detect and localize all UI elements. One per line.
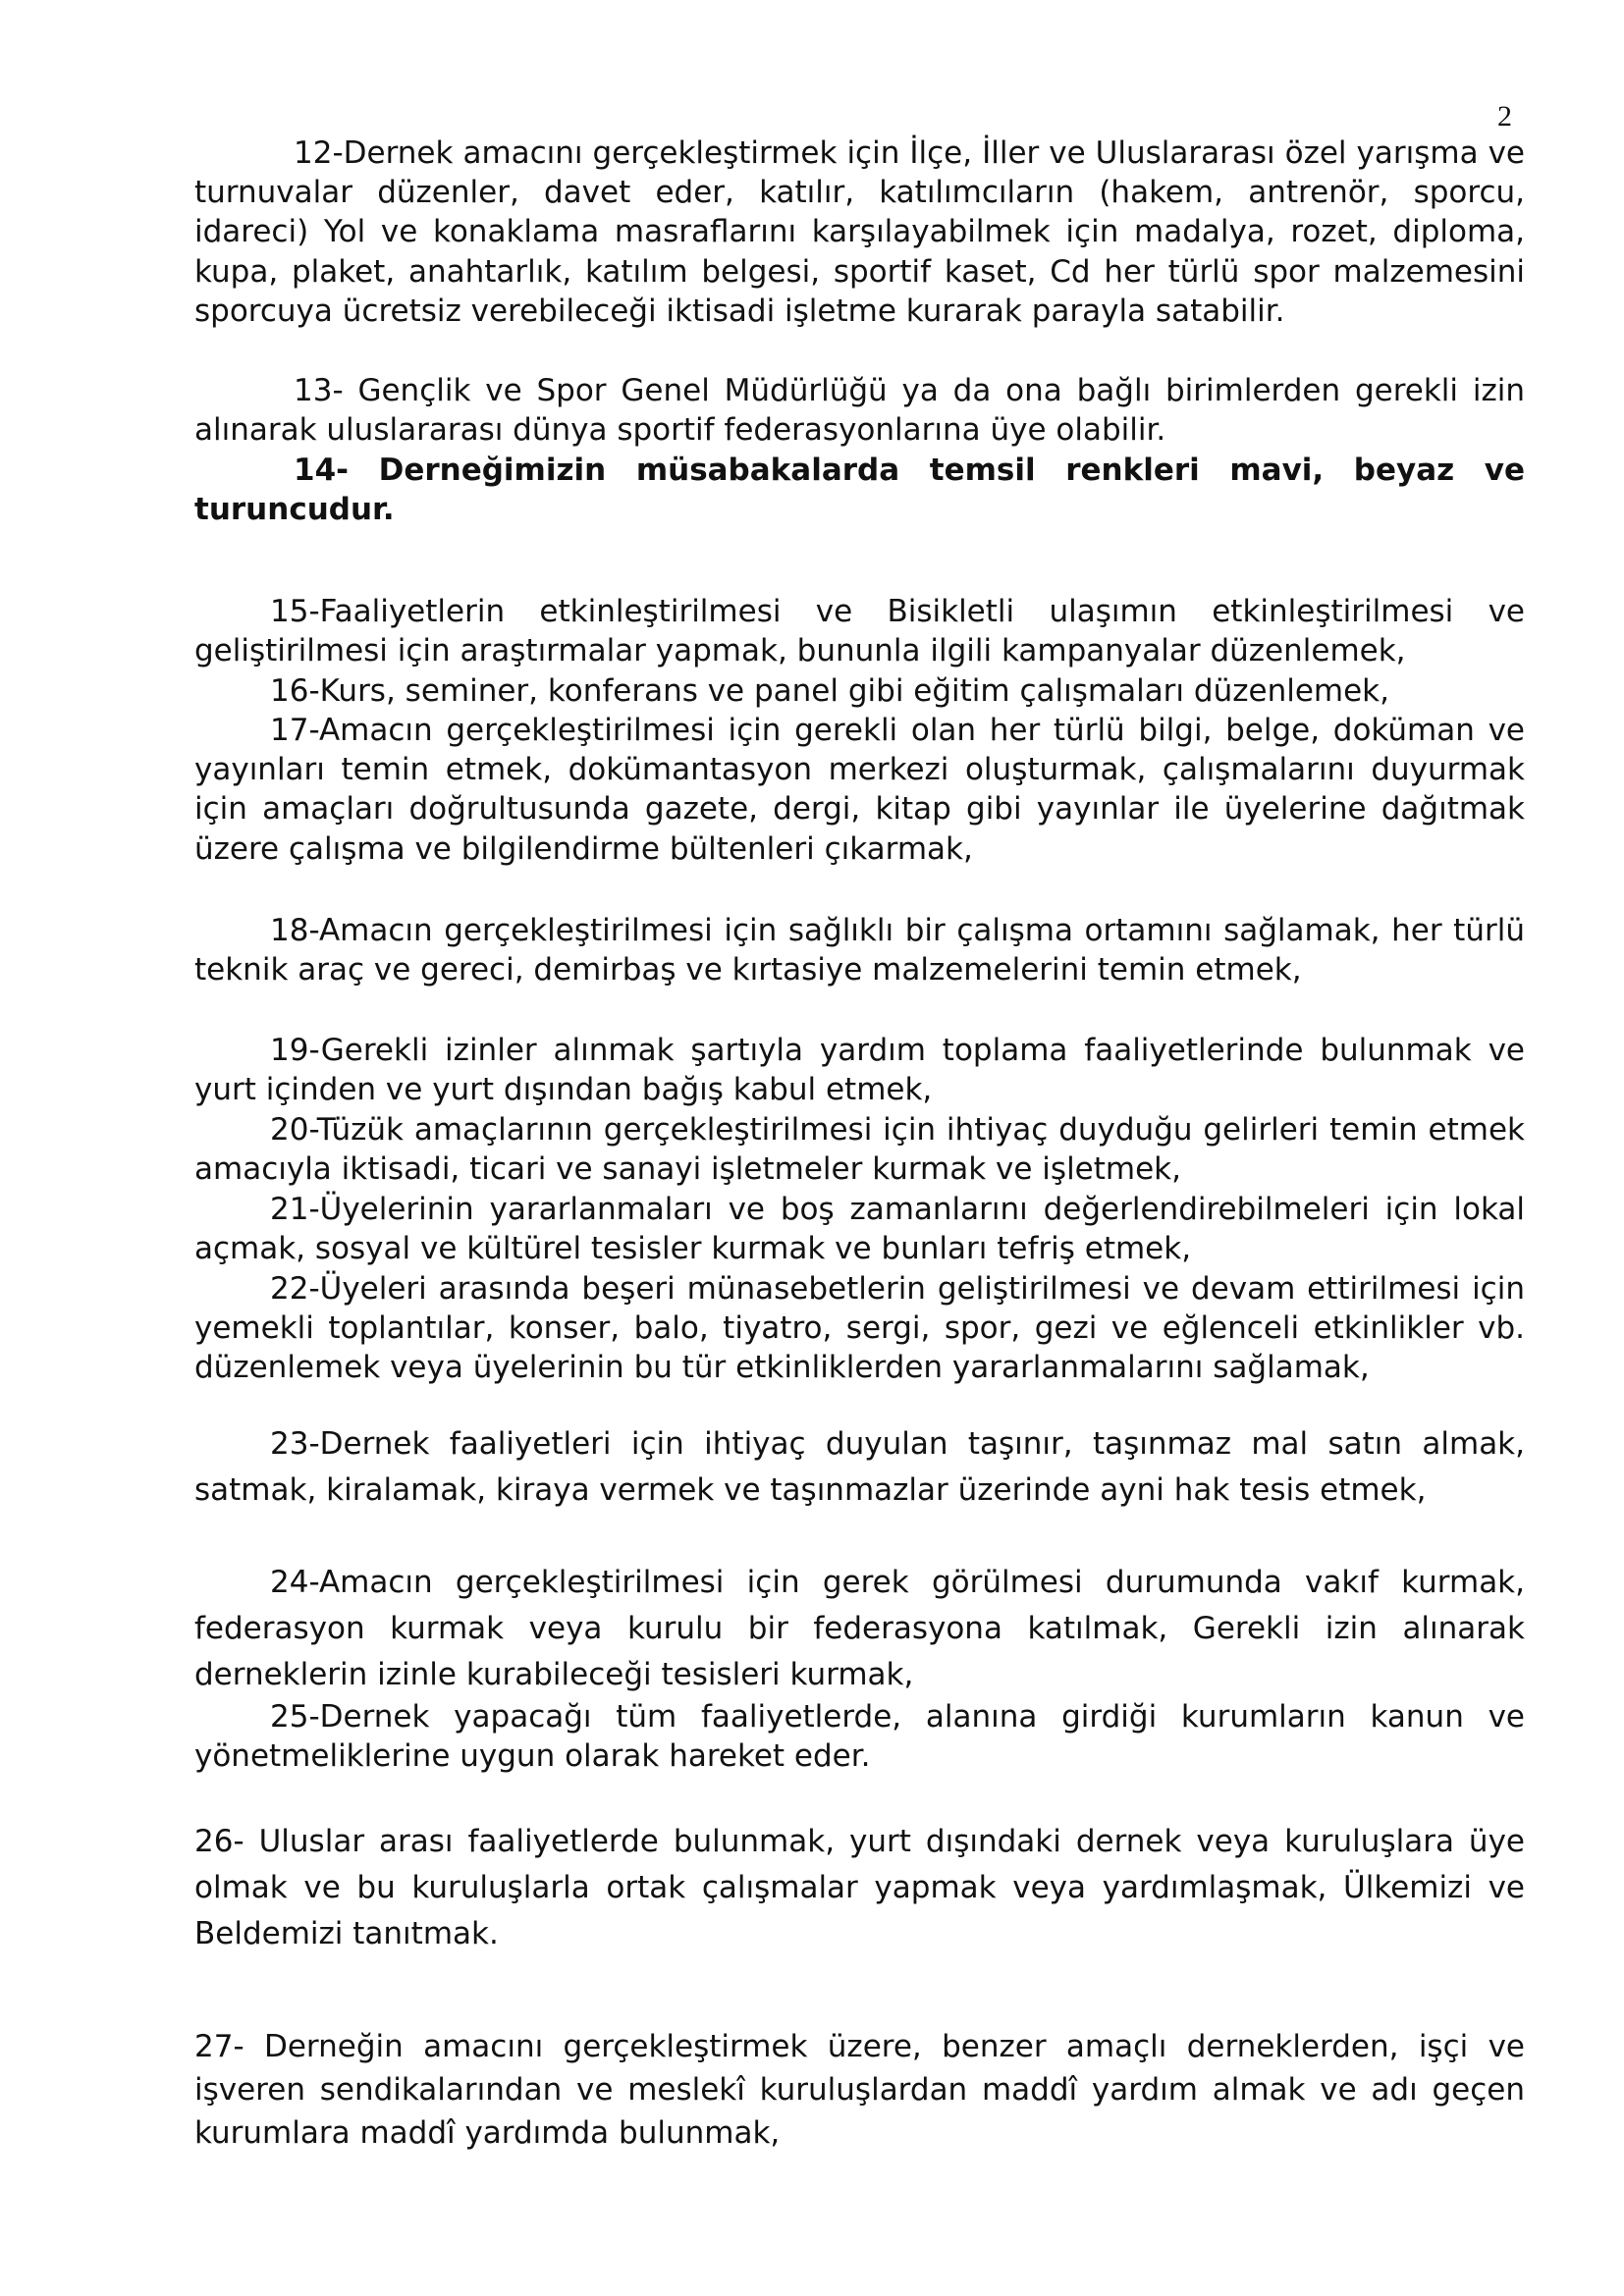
paragraph-26: 26- Uluslar arası faaliyetlerde bulunmak, yurt dışındaki dernek veya kuruluşlara üye olmak ve bu kuruluşlarla ortak çalışmalar yapmak veya yardımlaşmak, Ülkemizi ve Beldemizi tanıtmak.: [194, 1824, 1525, 1951]
paragraph-12: 12-Dernek amacını gerçekleştirmek için İlçe, İller ve Uluslararası özel yarışma ve turnuvalar düzenler, davet eder, katılır, katılımcıların (hakem, antrenör, sporcu, idareci) Yol ve konaklama masraflarını karşılayabilmek için madalya, rozet, diploma, kupa, plaket, anahtarlık, katılım belgesi, sportif kaset, Cd her türlü spor malzemesini sporcuya ücretsiz verebileceği iktisadi işletme kurarak parayla satabilir.: [194, 135, 1525, 329]
paragraph-13: 13- Gençlik ve Spor Genel Müdürlüğü ya da ona bağlı birimlerden gerekli izin alınarak uluslararası dünya sportif federasyonlarına üye olabilir.: [194, 373, 1525, 449]
paragraph-18: 18-Amacın gerçekleştirilmesi için sağlıklı bir çalışma ortamını sağlamak, her türlü teknik araç ve gereci, demirbaş ve kırtasiye malzemelerini temin etmek,: [194, 913, 1525, 988]
paragraph-20: 20-Tüzük amaçlarının gerçekleştirilmesi için ihtiyaç duyduğu gelirleri temin etmek amacıyla iktisadi, ticari ve sanayi işletmeler kurmak ve işletmek,: [194, 1112, 1525, 1188]
paragraph-19: 19-Gerekli izinler alınmak şartıyla yardım toplama faaliyetlerinde bulunmak ve yurt içinden ve yurt dışından bağış kabul etmek,: [194, 1033, 1525, 1108]
paragraph-14: 14- Derneğimizin müsabakalarda temsil renkleri mavi, beyaz ve turuncudur.: [194, 453, 1525, 528]
paragraph-27: 27- Derneğin amacını gerçekleştirmek üzere, benzer amaçlı derneklerden, işçi ve işveren sendikalarından ve meslekî kuruluşlardan maddî yardım almak ve adı geçen kurumlara maddî yardımda bulunmak,: [194, 2029, 1525, 2151]
paragraph-24: 24-Amacın gerçekleştirilmesi için gerek görülmesi durumunda vakıf kurmak, federasyon kurmak veya kurulu bir federasyona katılmak, Gerekli izin alınarak derneklerin izinle kurabileceği tesisleri kurmak,: [194, 1565, 1525, 1692]
paragraph-22: 22-Üyeleri arasında beşeri münasebetlerin geliştirilmesi ve devam ettirilmesi için yemekli toplantılar, konser, balo, tiyatro, sergi, spor, gezi ve eğlenceli etkinlikler vb. düzenlemek veya üyelerinin bu tür etkinliklerden yararlanmalarını sağlamak,: [194, 1271, 1525, 1386]
paragraph-15: 15-Faaliyetlerin etkinleştirilmesi ve Bisikletli ulaşımın etkinleştirilmesi ve geliştirilmesi için araştırmalar yapmak, bununla ilgili kampanyalar düzenlemek,: [194, 594, 1525, 669]
paragraph-23: 23-Dernek faaliyetleri için ihtiyaç duyulan taşınır, taşınmaz mal satın almak, satmak, kiralamak, kiraya vermek ve taşınmazlar üzerinde ayni hak tesis etmek,: [194, 1426, 1525, 1508]
paragraph-17: 17-Amacın gerçekleştirilmesi için gerekli olan her türlü bilgi, belge, doküman ve yayınları temin etmek, dokümantasyon merkezi oluşturmak, çalışmalarını duyurmak için amaçları doğrultusunda gazete, dergi, kitap gibi yayınlar ile üyelerine dağıtmak üzere çalışma ve bilgilendirme bültenleri çıkarmak,: [194, 713, 1525, 867]
paragraph-25: 25-Dernek yapacağı tüm faaliyetlerde, alanına girdiği kurumların kanun ve yönetmeliklerine uygun olarak hareket eder.: [194, 1699, 1525, 1775]
paragraph-16: 16-Kurs, seminer, konferans ve panel gibi eğitim çalışmaları düzenlemek,: [270, 673, 1389, 709]
paragraph-21: 21-Üyelerinin yararlanmaları ve boş zamanlarını değerlendirebilmeleri için lokal açmak, sosyal ve kültürel tesisler kurmak ve bunları tefriş etmek,: [194, 1192, 1525, 1267]
page-number: 2: [1497, 100, 1512, 133]
